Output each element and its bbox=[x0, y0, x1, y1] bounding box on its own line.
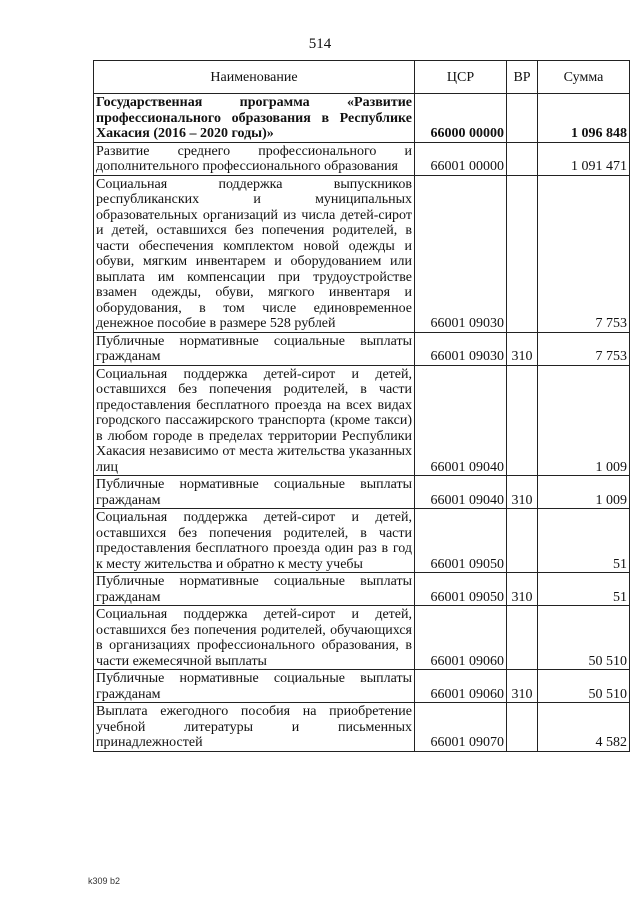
row-name: Публичные нормативные социальные выплаты гражданам bbox=[94, 476, 415, 509]
table-row bbox=[94, 573, 630, 606]
row-sum: 4 582 bbox=[538, 703, 630, 752]
row-name: Развитие среднего профессионального и дополнительного профессионального образования bbox=[94, 142, 415, 175]
row-vr: 310 bbox=[507, 476, 538, 509]
row-sum: 51 bbox=[538, 509, 630, 573]
row-sum: 51 bbox=[538, 573, 630, 606]
row-name: Социальная поддержка выпускников республиканских и муниципальных образовательных организаций из числа детей-сирот и детей, оставшихся без попечения родителей, в части обеспечения комплектом новой одежды и обуви, мягким инвентарем и оборудованием или выплата им компенсации при трудоустройстве взамен одежды, обуви, мягкого инвентаря и оборудования, в том числе единовременное денежное пособие в размере 528 рублей bbox=[94, 175, 415, 332]
table-row bbox=[94, 94, 630, 143]
row-vr bbox=[507, 509, 538, 573]
row-name: Публичные нормативные социальные выплаты гражданам bbox=[94, 670, 415, 703]
table-row bbox=[94, 332, 630, 365]
row-csr: 66001 09030 bbox=[415, 332, 507, 365]
row-vr bbox=[507, 365, 538, 476]
row-sum: 50 510 bbox=[538, 670, 630, 703]
row-name: Социальная поддержка детей-сирот и детей, оставшихся без попечения родителей, в части предоставления бесплатного проезда на всех видах городского пассажирского транспорта (кроме такси) в любом городе в пределах территории Республики Хакасия независимо от места жительства указанных лиц bbox=[94, 365, 415, 476]
row-csr: 66001 09050 bbox=[415, 573, 507, 606]
table-row bbox=[94, 365, 630, 476]
row-csr: 66001 09060 bbox=[415, 606, 507, 670]
footer-code: k309 b2 bbox=[88, 876, 121, 886]
header-csr: ЦСР bbox=[415, 61, 507, 94]
row-sum: 1 091 471 bbox=[538, 142, 630, 175]
row-vr bbox=[507, 703, 538, 752]
row-sum: 1 009 bbox=[538, 365, 630, 476]
row-vr: 310 bbox=[507, 670, 538, 703]
table-row bbox=[94, 476, 630, 509]
row-vr: 310 bbox=[507, 573, 538, 606]
header-vr: ВР bbox=[507, 61, 538, 94]
row-csr: 66001 00000 bbox=[415, 142, 507, 175]
row-csr: 66001 09040 bbox=[415, 476, 507, 509]
page-number: 514 bbox=[308, 36, 332, 52]
row-name: Государственная программа «Развитие профессионального образования в Республике Хакасия (2016 – 2020 годы)» bbox=[94, 94, 415, 143]
row-vr bbox=[507, 94, 538, 143]
row-sum: 1 096 848 bbox=[538, 94, 630, 143]
row-csr: 66001 09030 bbox=[415, 175, 507, 332]
row-vr bbox=[507, 142, 538, 175]
row-name: Социальная поддержка детей-сирот и детей, оставшихся без попечения родителей, обучающихся в организациях профессионального образования, в части ежемесячной выплаты bbox=[94, 606, 415, 670]
row-sum: 7 753 bbox=[538, 175, 630, 332]
row-csr: 66001 09070 bbox=[415, 703, 507, 752]
table-row bbox=[94, 606, 630, 670]
row-csr: 66001 09040 bbox=[415, 365, 507, 476]
row-vr bbox=[507, 606, 538, 670]
row-vr: 310 bbox=[507, 332, 538, 365]
header-name: Наименование bbox=[94, 61, 415, 94]
row-sum: 7 753 bbox=[538, 332, 630, 365]
table-row bbox=[94, 142, 630, 175]
row-name: Социальная поддержка детей-сирот и детей, оставшихся без попечения родителей, в части предоставления бесплатного проезда один раз в год к месту жительства и обратно к месту учебы bbox=[94, 509, 415, 573]
row-vr bbox=[507, 175, 538, 332]
row-sum: 50 510 bbox=[538, 606, 630, 670]
table-header-row bbox=[94, 61, 630, 94]
header-sum: Сумма bbox=[538, 61, 630, 94]
row-csr: 66000 00000 bbox=[415, 94, 507, 143]
row-csr: 66001 09060 bbox=[415, 670, 507, 703]
row-name: Выплата ежегодного пособия на приобретение учебной литературы и письменных принадлежностей bbox=[94, 703, 415, 752]
budget-table bbox=[93, 60, 630, 752]
row-name: Публичные нормативные социальные выплаты гражданам bbox=[94, 332, 415, 365]
table-row bbox=[94, 670, 630, 703]
table-row bbox=[94, 175, 630, 332]
row-name: Публичные нормативные социальные выплаты гражданам bbox=[94, 573, 415, 606]
row-csr: 66001 09050 bbox=[415, 509, 507, 573]
table-row bbox=[94, 509, 630, 573]
row-sum: 1 009 bbox=[538, 476, 630, 509]
table-row bbox=[94, 703, 630, 752]
